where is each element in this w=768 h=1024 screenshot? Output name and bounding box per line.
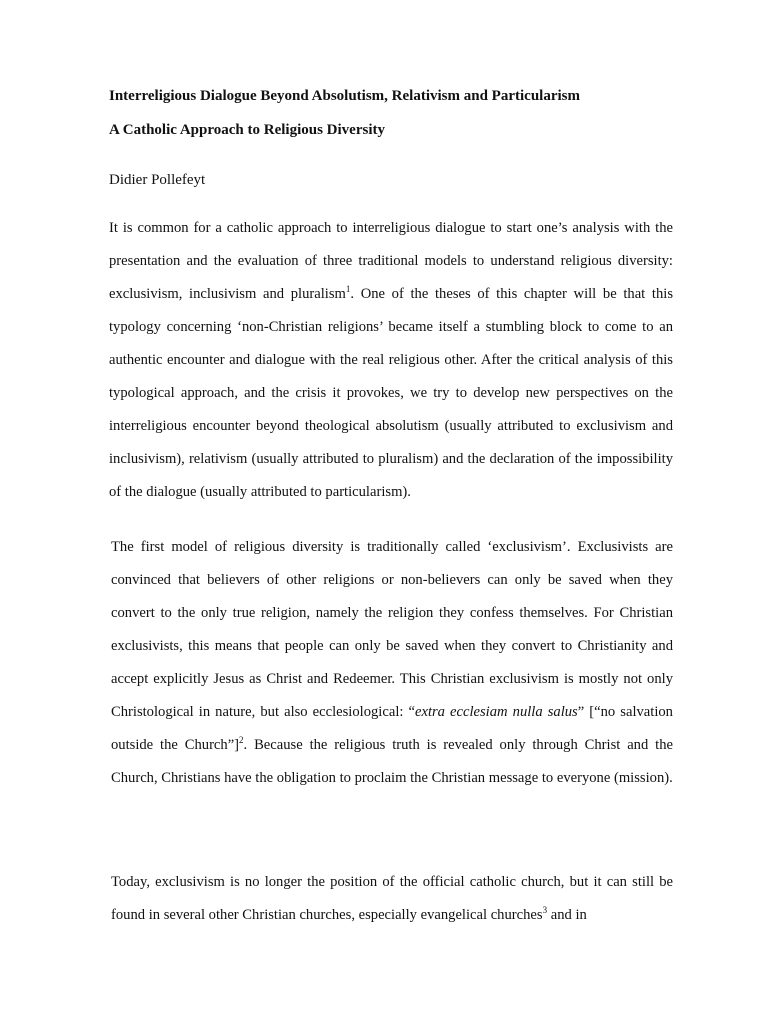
author-name: Didier Pollefeyt xyxy=(109,172,206,188)
paragraph-intro xyxy=(109,212,673,509)
paragraph-text: and in xyxy=(547,907,587,923)
footnote-marker: 1 xyxy=(345,284,351,295)
paragraph-text: . Because the religious truth is revealed only through Christ and the Church, Christians have the obligation to proclaim the Christian message to everyone (mission). xyxy=(111,737,673,786)
latin-phrase: extra ecclesiam nulla salus xyxy=(414,704,578,720)
footnote-marker: 2 xyxy=(239,735,244,746)
paragraph-today xyxy=(111,866,673,932)
paragraph-text: Today, exclusivism is no longer the position of the official catholic church, but it can still be found in several other Christian churches, especially evangelical churches xyxy=(111,874,673,923)
paragraph-exclusivism xyxy=(111,531,673,795)
paragraph-text: The first model of religious diversity is traditionally called ‘exclusivism’. Exclusivists are convinced that believers of other religions or non-believers can only be saved when they convert to the only true religion, namely the religion they confess themselves. For Christian exclusivists, this means that people can only be saved when they convert to Christianity and accept explicitly Jesus as Christ and Redeemer. This Christian exclusivism is mostly not only Christological in nature, but also ecclesiological: “ xyxy=(111,539,673,720)
paragraph-text: It is common for a catholic approach to interreligious dialogue to start one’s analysis with the presentation and the evaluation of three traditional models to understand religious diversity: exclusivism, inclusivism and pluralism xyxy=(109,220,673,302)
document-title: Interreligious Dialogue Beyond Absolutism, Relativism and Particularism xyxy=(109,88,580,104)
paragraph-text: ” [“no salvation outside the Church”] xyxy=(111,704,673,753)
footnote-marker: 3 xyxy=(542,905,548,916)
document-subtitle: A Catholic Approach to Religious Diversity xyxy=(109,122,385,138)
paragraph-text: . One of the theses of this chapter will be that this typology concerning ‘non-Christian religions’ became itself a stumbling block to come to an authentic encounter and dialogue with the real religious other. After the critical analysis of this typological approach, and the crisis it provokes, we try to develop new perspectives on the interreligious encounter beyond theological absolutism (usually attributed to exclusivism and inclusivism), relativism (usually attributed to pluralism) and the declaration of the impossibility of the dialogue (usually attributed to particularism). xyxy=(109,286,673,500)
